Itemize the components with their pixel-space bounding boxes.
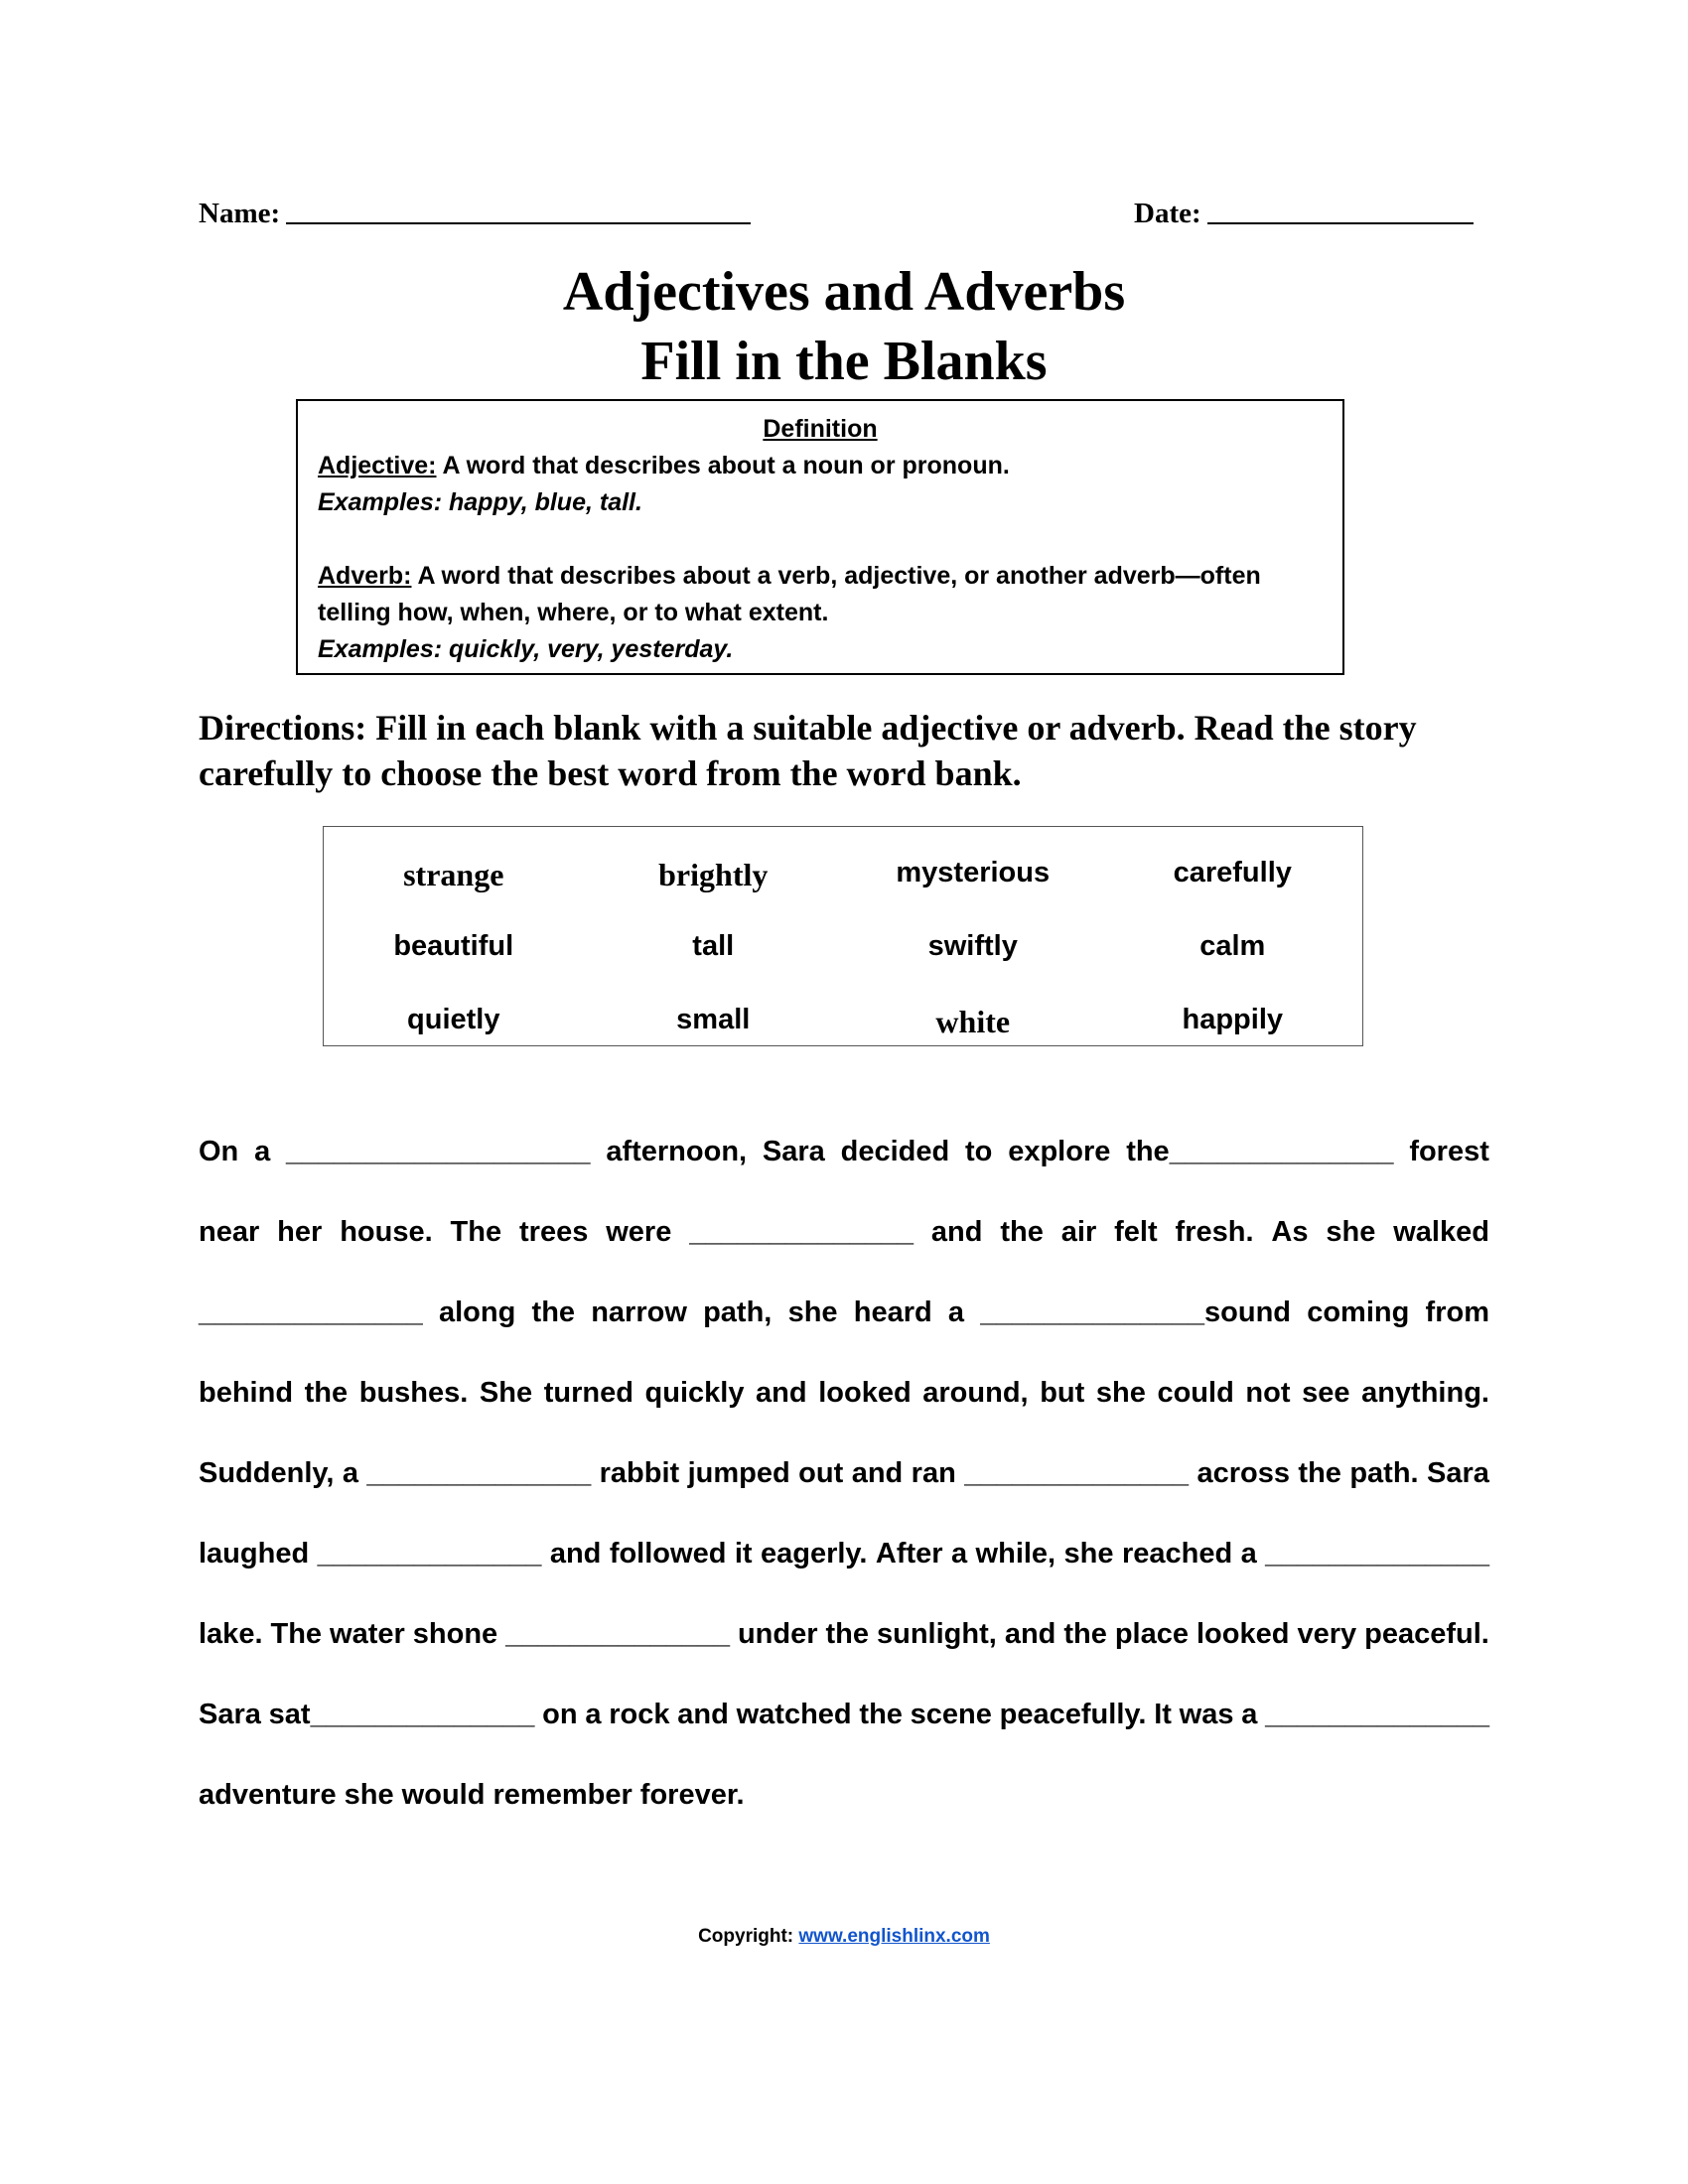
story-word: along bbox=[439, 1297, 516, 1328]
story-word: decided bbox=[840, 1136, 950, 1167]
story-word: On bbox=[199, 1136, 239, 1167]
copyright-footer bbox=[0, 1926, 1688, 1948]
story-word: peaceful. bbox=[1364, 1618, 1489, 1650]
story-word: to bbox=[965, 1136, 993, 1167]
word-bank-row bbox=[324, 930, 1362, 963]
fill-in-blank[interactable]: ______________ bbox=[1265, 1699, 1489, 1730]
story-word: sunlight, bbox=[877, 1618, 997, 1650]
story-word: anything. bbox=[1361, 1377, 1489, 1409]
story-passage bbox=[199, 1127, 1489, 1850]
word-bank-row bbox=[324, 857, 1362, 893]
story-word: adventure she would remember forever. bbox=[199, 1779, 745, 1811]
story-word: a bbox=[1241, 1699, 1258, 1730]
fill-in-blank[interactable]: ___________________ bbox=[286, 1136, 591, 1167]
word-bank bbox=[323, 826, 1363, 1046]
story-word: turned bbox=[543, 1377, 633, 1409]
story-word: place bbox=[1114, 1618, 1190, 1650]
story-word: a bbox=[947, 1297, 965, 1328]
fill-in-blank[interactable]: ______________ bbox=[505, 1618, 730, 1650]
story-word: felt bbox=[1114, 1216, 1158, 1248]
story-word: her bbox=[277, 1216, 323, 1248]
story-word: She bbox=[479, 1377, 533, 1409]
story-word: rock bbox=[609, 1699, 670, 1730]
definition-box bbox=[296, 399, 1344, 675]
story-word: under bbox=[737, 1618, 818, 1650]
story-word: the bbox=[1063, 1618, 1107, 1650]
story-word: she bbox=[1326, 1216, 1376, 1248]
story-line bbox=[199, 1448, 1489, 1529]
story-word: and bbox=[677, 1699, 729, 1730]
story-word: a bbox=[254, 1136, 271, 1167]
story-word: a bbox=[342, 1457, 358, 1489]
story-word: but bbox=[1040, 1377, 1085, 1409]
story-word: afternoon, bbox=[606, 1136, 748, 1167]
date-field[interactable] bbox=[1134, 197, 1474, 230]
story-word: It bbox=[1154, 1699, 1172, 1730]
adjective-definition bbox=[318, 448, 1323, 484]
story-word: fresh. bbox=[1175, 1216, 1254, 1248]
fill-in-blank[interactable]: ______________ bbox=[1265, 1538, 1489, 1570]
worksheet-title: Adjectives and Adverbs bbox=[562, 261, 1126, 323]
story-word: the bbox=[304, 1377, 349, 1409]
story-word: a bbox=[585, 1699, 602, 1730]
story-word: and bbox=[1004, 1618, 1056, 1650]
story-word: on bbox=[542, 1699, 578, 1730]
story-word: Suddenly, bbox=[199, 1457, 335, 1489]
word-bank-word: strange bbox=[403, 857, 504, 892]
story-word: the bbox=[1000, 1216, 1044, 1248]
adjective-examples: Examples: happy, blue, tall. bbox=[318, 488, 642, 516]
story-line bbox=[199, 1127, 1489, 1207]
story-word: The bbox=[450, 1216, 502, 1248]
word-bank-word: quietly bbox=[407, 1004, 500, 1035]
word-bank-word: white bbox=[935, 1004, 1011, 1039]
adjective-term: Adjective: bbox=[318, 452, 437, 479]
story-word: followed bbox=[609, 1538, 727, 1570]
story-word: and bbox=[930, 1216, 983, 1248]
story-word: the bbox=[859, 1699, 903, 1730]
story-line bbox=[199, 1529, 1489, 1609]
story-word: coming bbox=[1307, 1297, 1410, 1328]
story-word: near bbox=[199, 1216, 260, 1248]
word-bank-word: swiftly bbox=[927, 930, 1018, 962]
fill-in-blank[interactable]: ______________ bbox=[964, 1457, 1190, 1489]
story-word: a bbox=[950, 1538, 968, 1570]
story-line bbox=[199, 1288, 1489, 1368]
story-word: water bbox=[330, 1618, 405, 1650]
story-word: it bbox=[734, 1538, 753, 1570]
story-line bbox=[199, 1609, 1489, 1690]
word-bank-row bbox=[324, 1004, 1362, 1040]
story-word: and bbox=[549, 1538, 602, 1570]
story-word: the bbox=[1298, 1457, 1341, 1489]
story-word: trees bbox=[519, 1216, 589, 1248]
adverb-examples: Examples: quickly, very, yesterday. bbox=[318, 635, 734, 663]
date-label: Date: bbox=[1134, 198, 1201, 229]
story-word: from bbox=[1425, 1297, 1489, 1328]
story-word: see bbox=[1302, 1377, 1350, 1409]
story-word: house. bbox=[340, 1216, 433, 1248]
story-word: very bbox=[1297, 1618, 1357, 1650]
fill-in-blank[interactable]: ______________ bbox=[689, 1216, 914, 1248]
story-word: were bbox=[606, 1216, 672, 1248]
story-word: not bbox=[1245, 1377, 1291, 1409]
story-word: scene bbox=[910, 1699, 992, 1730]
story-word: rabbit bbox=[599, 1457, 680, 1489]
story-word: heard bbox=[853, 1297, 932, 1328]
story-line bbox=[199, 1207, 1489, 1288]
story-word: while, bbox=[975, 1538, 1056, 1570]
fill-in-blank[interactable]: sat______________ bbox=[268, 1699, 535, 1730]
story-word: jumped bbox=[687, 1457, 790, 1489]
story-word: forest bbox=[1409, 1136, 1489, 1167]
story-word: the bbox=[825, 1618, 870, 1650]
story-word: and bbox=[756, 1377, 807, 1409]
story-word: she bbox=[1095, 1377, 1146, 1409]
story-word: Sara bbox=[199, 1699, 261, 1730]
word-bank-word: carefully bbox=[1173, 857, 1292, 888]
story-word: explore bbox=[1008, 1136, 1111, 1167]
copyright-link[interactable]: www.englishlinx.com bbox=[798, 1926, 990, 1947]
story-word: looked bbox=[818, 1377, 912, 1409]
story-line bbox=[199, 1690, 1489, 1770]
story-word: across bbox=[1196, 1457, 1290, 1489]
word-bank-word: mysterious bbox=[896, 857, 1051, 888]
adverb-text-2: telling how, when, where, or to what extent. bbox=[318, 599, 829, 626]
story-word: behind bbox=[199, 1377, 294, 1409]
word-bank-word: beautiful bbox=[393, 930, 514, 962]
fill-in-blank[interactable]: ______________sound bbox=[980, 1297, 1292, 1328]
story-word: Sara bbox=[1427, 1457, 1489, 1489]
directions-text: Directions: Fill in each blank with a suitable adjective or adverb. Read the story carefully to choose the best word from the word bank. bbox=[199, 708, 1417, 793]
story-word: she bbox=[787, 1297, 838, 1328]
story-word: the bbox=[531, 1297, 576, 1328]
story-word: she bbox=[1063, 1538, 1114, 1570]
story-word: path, bbox=[703, 1297, 773, 1328]
story-word: path. bbox=[1349, 1457, 1419, 1489]
story-word: lake. bbox=[199, 1618, 263, 1650]
word-bank-word: happily bbox=[1182, 1004, 1283, 1035]
story-word: narrow bbox=[591, 1297, 687, 1328]
story-word: peacefully. bbox=[999, 1699, 1147, 1730]
story-word: around, bbox=[922, 1377, 1029, 1409]
adjective-text: A word that describes about a noun or pronoun. bbox=[436, 452, 1010, 479]
name-blank-line[interactable] bbox=[286, 197, 751, 224]
story-word: could bbox=[1157, 1377, 1234, 1409]
story-word: air bbox=[1060, 1216, 1097, 1248]
story-word: eagerly. bbox=[760, 1538, 868, 1570]
story-word: was bbox=[1179, 1699, 1234, 1730]
story-word: watched bbox=[736, 1699, 852, 1730]
date-blank-line[interactable] bbox=[1207, 197, 1474, 224]
story-word: As bbox=[1271, 1216, 1309, 1248]
worksheet-subtitle: Fill in the Blanks bbox=[640, 331, 1048, 392]
story-word: After bbox=[875, 1538, 943, 1570]
name-label: Name: bbox=[199, 198, 281, 229]
story-word: a bbox=[1240, 1538, 1257, 1570]
word-bank-word: small bbox=[676, 1004, 751, 1035]
copyright-label: Copyright: bbox=[698, 1926, 799, 1947]
adverb-text-1: A word that describes about a verb, adjective, or another adverb—often bbox=[411, 562, 1261, 590]
story-word: out bbox=[798, 1457, 844, 1489]
story-word: looked bbox=[1196, 1618, 1290, 1650]
story-word: shone bbox=[412, 1618, 498, 1650]
fill-in-blank[interactable]: ______________ bbox=[366, 1457, 592, 1489]
definition-heading: Definition bbox=[763, 415, 878, 443]
story-word: Sara bbox=[762, 1136, 825, 1167]
word-bank-word: tall bbox=[692, 930, 735, 962]
story-word: quickly bbox=[644, 1377, 745, 1409]
story-word: The bbox=[270, 1618, 323, 1650]
story-word: walked bbox=[1393, 1216, 1489, 1248]
word-bank-word: calm bbox=[1199, 930, 1266, 962]
fill-in-blank[interactable]: the______________ bbox=[1126, 1136, 1394, 1167]
name-field[interactable] bbox=[199, 197, 751, 230]
story-word: reached bbox=[1121, 1538, 1233, 1570]
word-bank-word: brightly bbox=[658, 857, 769, 892]
fill-in-blank[interactable]: ______________ bbox=[199, 1297, 423, 1328]
story-word: and bbox=[851, 1457, 904, 1489]
adverb-definition bbox=[318, 558, 1323, 595]
adverb-term: Adverb: bbox=[318, 562, 412, 590]
story-word: laughed bbox=[199, 1538, 310, 1570]
story-line bbox=[199, 1368, 1489, 1448]
fill-in-blank[interactable]: ______________ bbox=[317, 1538, 542, 1570]
story-line bbox=[199, 1770, 1489, 1850]
story-word: ran bbox=[911, 1457, 956, 1489]
story-word: bushes. bbox=[358, 1377, 469, 1409]
